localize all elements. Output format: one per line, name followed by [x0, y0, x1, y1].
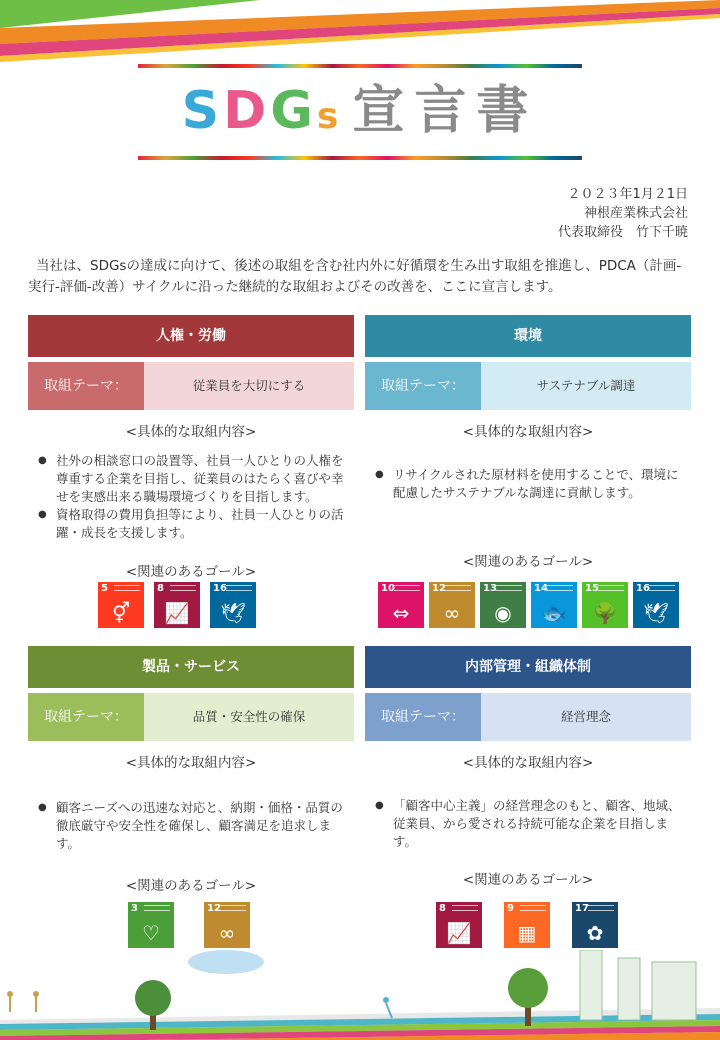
rainbow-line-top: [138, 64, 582, 68]
flower-icon: ✿: [586, 921, 604, 945]
title-g: G: [270, 81, 317, 141]
goals-title: <関連のあるゴール>: [462, 872, 594, 888]
sdg-goal-number: 12: [432, 583, 446, 594]
sdg-goal-number: 12: [207, 903, 221, 914]
fish-icon: 🐟: [541, 601, 567, 625]
goals-title: <関連のあるゴール>: [125, 564, 257, 580]
content-title: <具体的な取組内容>: [125, 424, 257, 440]
list-item: ● 「顧客中心主義」の経営理念のもと、顧客、地域、従業員、から愛される持続可能な企業を目指します。: [375, 797, 685, 851]
infinity-icon: ∞: [218, 921, 236, 945]
title-d: D: [223, 81, 271, 141]
cubes-icon: ▦: [517, 921, 537, 945]
content-list: [28, 452, 354, 542]
heartbeat-icon: ♡: [142, 921, 160, 945]
sdg-goal-8-tile: [436, 902, 482, 948]
goals-title: <関連のあるゴール>: [462, 554, 594, 570]
sdg-goal-16-tile: [633, 582, 679, 628]
growth-icon: 📈: [164, 601, 190, 625]
theme-row: [365, 362, 691, 410]
sdg-goal-number: 9: [507, 903, 514, 914]
sdg-goal-3-tile: [128, 902, 174, 948]
content-title: <具体的な取組内容>: [462, 755, 594, 771]
sdg-goal-9-tile: [504, 902, 550, 948]
theme-value: サステナブル調達: [481, 362, 691, 410]
representative-name: 代表取締役 竹下千暁: [557, 225, 688, 240]
rainbow-line-bottom: [138, 156, 582, 160]
theme-value: 従業員を大切にする: [144, 362, 354, 410]
sdg-goal-caption: [445, 585, 471, 591]
sdg-goal-13-tile: [480, 582, 526, 628]
dove-icon: 🕊: [220, 601, 246, 625]
sdg-goal-number: 13: [483, 583, 497, 594]
content-list: [365, 466, 691, 502]
sdg-goal-number: 16: [636, 583, 650, 594]
sdg-goal-caption: [588, 905, 614, 911]
sdg-goal-caption: [226, 585, 252, 591]
sdg-goal-10-tile: [378, 582, 424, 628]
section-header: 製品・サービス: [28, 646, 354, 688]
goals-human-rights: [98, 582, 256, 628]
section-products: [28, 646, 354, 853]
sdg-goal-12-tile: [204, 902, 250, 948]
top-decorative-stripes: [0, 0, 720, 70]
sdg-goal-caption: [144, 905, 170, 911]
sdg-goal-16-tile: [210, 582, 256, 628]
theme-row: [365, 693, 691, 741]
goals-environment: [378, 582, 679, 628]
theme-value: 品質・安全性の確保: [144, 693, 354, 741]
bottom-scenery-illustration: [0, 950, 720, 1040]
sdg-goal-caption: [394, 585, 420, 591]
sdg-goal-12-tile: [429, 582, 475, 628]
sdg-goal-caption: [220, 905, 246, 911]
section-environment: [365, 315, 691, 502]
sdg-goal-number: 17: [575, 903, 589, 914]
declaration-date: ２０２３年1月２1日: [567, 187, 688, 202]
section-header: 内部管理・組織体制: [365, 646, 691, 688]
list-item: ● 顧客ニーズへの迅速な対応と、納期・価格・品質の徹底厳守や安全性を確保し、顧客満足を追求します。: [38, 799, 348, 853]
sdg-goal-number: 3: [131, 903, 138, 914]
theme-row: [28, 362, 354, 410]
goals-title: <関連のあるゴール>: [125, 878, 257, 894]
title-s2: s: [316, 96, 343, 137]
sdg-goal-number: 16: [213, 583, 227, 594]
gender-icon: ⚥: [111, 601, 131, 625]
section-human-rights: [28, 315, 354, 542]
infinity-icon: ∞: [443, 601, 461, 625]
theme-label: 取組テーマ：: [365, 362, 481, 410]
list-item: ● リサイクルされた原材料を使用することで、環境に配慮したサステナブルな調達に貢献します。: [375, 466, 685, 502]
page-title: [138, 78, 582, 150]
sdg-goal-number: 10: [381, 583, 395, 594]
sdg-goal-number: 14: [534, 583, 548, 594]
theme-value: 経営理念: [481, 693, 691, 741]
sdg-goal-caption: [520, 905, 546, 911]
sdg-goal-caption: [649, 585, 675, 591]
content-list: [365, 797, 691, 851]
company-name: 神根産業株式会社: [583, 206, 688, 221]
sdg-goal-14-tile: [531, 582, 577, 628]
intro-text: 当社は、SDGsの達成に向けて、後述の取組を含む社内外に好循環を生み出す取組を推進し、PDCA（計画-実行-評価-改善）サイクルに沿った継続的な取組およびその改善を、ここに宣言します。: [28, 258, 682, 295]
goals-governance: [436, 902, 618, 948]
sdg-goal-number: 15: [585, 583, 599, 594]
theme-label: 取組テーマ：: [365, 693, 481, 741]
title-block: [138, 64, 582, 160]
sdg-goal-number: 8: [439, 903, 446, 914]
eye-icon: ◉: [494, 601, 512, 625]
sdg-goal-number: 5: [101, 583, 108, 594]
section-header: 環境: [365, 315, 691, 357]
content-list: [28, 799, 354, 853]
content-title: <具体的な取組内容>: [125, 755, 257, 771]
sdg-goal-caption: [598, 585, 624, 591]
equality-icon: ⇔: [392, 601, 410, 625]
section-governance: [365, 646, 691, 851]
content-title: <具体的な取組内容>: [462, 424, 594, 440]
sdg-goal-caption: [452, 905, 478, 911]
dove-icon: 🕊: [643, 601, 669, 625]
sdg-goal-15-tile: [582, 582, 628, 628]
sdg-goal-17-tile: [572, 902, 618, 948]
title-s: S: [181, 81, 224, 141]
sdg-goal-5-tile: [98, 582, 144, 628]
theme-label: 取組テーマ：: [28, 362, 144, 410]
sdg-goal-caption: [170, 585, 196, 591]
list-item: ● 社外の相談窓口の設置等、社員一人ひとりの人権を尊重する企業を目指し、従業員のはたらく喜びや幸せを実感出来る職場環境づくりを目指します。: [38, 452, 348, 506]
sdg-goal-caption: [496, 585, 522, 591]
theme-row: [28, 693, 354, 741]
sdg-goal-caption: [114, 585, 140, 591]
section-header: 人権・労働: [28, 315, 354, 357]
list-item: ● 資格取得の費用負担等により、社員一人ひとりの活躍・成長を支援します。: [38, 506, 348, 542]
goals-products: [128, 902, 250, 948]
growth-icon: 📈: [446, 921, 472, 945]
sdg-goal-number: 8: [157, 583, 164, 594]
tree-icon: 🌳: [592, 601, 618, 625]
sdg-goal-caption: [547, 585, 573, 591]
theme-label: 取組テーマ：: [28, 693, 144, 741]
sdg-goal-8-tile: [154, 582, 200, 628]
declaration-meta: [558, 185, 688, 242]
title-kanji: 宣言書: [352, 81, 539, 141]
